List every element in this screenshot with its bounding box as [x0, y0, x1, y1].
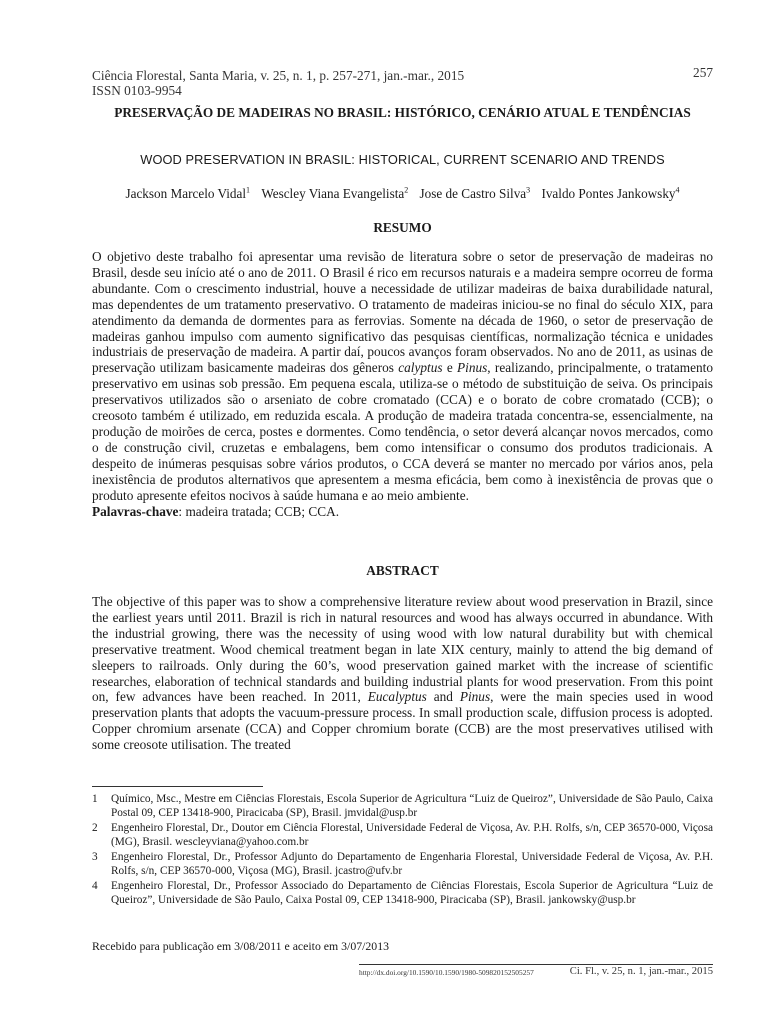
- resumo-text-part: e: [442, 360, 457, 376]
- footer-citation: Ci. Fl., v. 25, n. 1, jan.-mar., 2015: [569, 966, 713, 977]
- received-dates: Recebido para publicação em 3/08/2011 e aceito em 3/07/2013: [92, 939, 390, 953]
- footnote: [92, 879, 713, 907]
- footnotes: [92, 792, 713, 908]
- author-name: Ivaldo Pontes Jankowsky: [541, 186, 676, 202]
- abstract-genus-italic: Pinus: [459, 689, 491, 705]
- footnote: [92, 792, 713, 820]
- resumo-genus-italic: calyptus: [398, 360, 443, 376]
- footnote-text: Engenheiro Florestal, Dr., Professor Adjunto do Departamento de Engenharia Florestal, Universidade Federal de Viçosa, Av. P.H. Rolfs, s/n, CEP 36570-000, Viçosa (MG), Brasil. jcastro@ufv.br: [111, 851, 713, 877]
- running-header-journal: Ciência Florestal, Santa Maria, v. 25, n. 1, p. 257-271, jan.-mar., 2015: [92, 68, 465, 83]
- author-affiliation-mark: 2: [404, 186, 409, 195]
- footnote-text: Engenheiro Florestal, Dr., Doutor em Ciência Florestal, Universidade Federal de Viçosa, Av. P.H. Rolfs, s/n, CEP 36570-000, Viçosa (MG), Brasil. wescleyviana@yahoo.com.br: [111, 822, 713, 848]
- footnote-number: 3: [92, 851, 98, 863]
- author-name: Jose de Castro Silva: [419, 186, 527, 202]
- resumo-heading: RESUMO: [373, 220, 432, 235]
- author: [125, 186, 250, 201]
- author: [420, 186, 531, 201]
- abstract-heading: ABSTRACT: [366, 563, 439, 578]
- footnote-number: 1: [92, 793, 98, 805]
- author: [261, 186, 408, 201]
- author-affiliation-mark: 1: [246, 186, 251, 195]
- abstract-genus-italic: Eucalyptus: [367, 689, 427, 705]
- abstract-paragraph: [92, 594, 713, 753]
- footnote: [92, 821, 713, 849]
- issn: ISSN 0103-9954: [92, 83, 182, 98]
- doi-link[interactable]: http://dx.doi.org/10.1590/10.1590/1980-509820152505257: [359, 968, 534, 977]
- resumo-genus-italic: Pinus: [457, 360, 488, 376]
- author-name: Wescley Viana Evangelista: [261, 186, 405, 202]
- author: [541, 186, 679, 201]
- footnote-divider: [92, 786, 263, 787]
- footnote-text: Engenheiro Florestal, Dr., Professor Associado do Departamento de Ciências Florestais, Escola Superior de Agricultura “Luiz de Queiroz”, Universidade de São Paulo, Caixa Postal 09, CEP 13418-900, Piracicaba (SP), Brasil. jankowsky@usp.br: [111, 880, 713, 906]
- footnote-number: 2: [92, 822, 98, 834]
- title-english: WOOD PRESERVATION IN BRASIL: HISTORICAL, CURRENT SCENARIO AND TRENDS: [140, 152, 665, 167]
- resumo-text-part: O objetivo deste trabalho foi apresentar uma revisão de literatura sobre o setor de preservação de madeiras no Brasil, desde seu início até o ano de 2011. O Brasil é rico em recursos naturais e a madeira sempre ocorreu de forma abundante. Com o crescimento industrial, houve a necessidade de utilizar madeiras de baixa durabilidade natural, mas dependentes de um tratamento preservativo. O tratamento de madeiras iniciou-se no final do século XIX, para atendimento da demanda de dormentes para as ferrovias. Somente na década de 1960, o setor de preservação de madeiras ganhou impulso com aumento significativo das pesquisas científicas, normalização técnica e unidades industriais de preservação de madeira. A partir daí, poucos avanços foram observados. No ano de 2011, as usinas de preservação utilizam basicamente madeiras dos gêneros: [92, 249, 713, 376]
- keywords-text: : madeira tratada; CCB; CCA.: [178, 503, 340, 519]
- footnote-number: 4: [92, 880, 98, 892]
- keywords-label: Palavras-chave: [92, 503, 179, 519]
- title-portuguese: PRESERVAÇÃO DE MADEIRAS NO BRASIL: HISTÓRICO, CENÁRIO ATUAL E TENDÊNCIAS: [114, 105, 691, 120]
- author-name: Jackson Marcelo Vidal: [125, 186, 247, 202]
- footnote-text: Químico, Msc., Mestre em Ciências Florestais, Escola Superior de Agricultura “Luiz de Queiroz”, Universidade de São Paulo, Caixa Postal 09, CEP 13418-900, Piracicaba (SP), Brasil. jmvidal@usp.br: [111, 793, 713, 819]
- resumo-paragraph: [92, 249, 713, 519]
- footer-divider: [359, 964, 713, 965]
- author-affiliation-mark: 4: [675, 186, 680, 195]
- abstract-text-part: and: [426, 689, 460, 705]
- footnote: [92, 850, 713, 878]
- page-number: 257: [693, 65, 713, 80]
- abstract-text-part: The objective of this paper was to show a comprehensive literature review about wood preservation in Brazil, since the earliest years until 2011. Brazil is rich in natural resources and wood has always occurred in abundance. With the industrial growing, there was the necessity of using wood with low natural durability but with chemical preservative treatment. Wood chemical treatment began in late XIX century, mainly to attend the big demand of sleepers to railroads. Only during the 60’s, wood preservation gained market with the increase of scientific researches, elaboration of technical standards and building industrial plants for wood preservation. From this point on, few advances have been reached. In 2011,: [92, 594, 713, 705]
- resumo-text-part: , realizando, principalmente, o tratamento preservativo em usinas sob pressão. Em pequena escala, utiliza-se o método de substituição de seiva. Os principais preservativos utilizados são o arseniato de cobre cromatado (CCA) e o borato de cobre cromatado (CCB); o creosoto também é utilizado, em reduzida escala. A produção de madeira tratada concentra-se, essencialmente, na produção de moirões de cerca, postes e dormentes. Como tendência, o setor deverá alcançar novos mercados, como o de construção civil, cruzetas e embalagens, bem como intensificar o consumo dos produtos tradicionais. A despeito de inúmeras pesquisas sobre vários produtos, o CCA deverá se manter no mercado por vários anos, pela inexistência de produtos alternativos que apresentem a mesma eficácia, bem como à inexistência de provas que o produto apresente efeitos nocivos à saúde humana e ao meio ambiente.: [92, 360, 713, 503]
- abstract-text-part: , were the main species used in wood preservation plants that adopts the vacuum-pressure process. In small production scale, diffusion process is adopted. Copper chromium arsenate (CCA) and Copper chromium borate (CCB) are the most preservatives utilised with some creosote utilisation. The treated: [92, 689, 713, 753]
- author-affiliation-mark: 3: [526, 186, 531, 195]
- author-list: [92, 186, 713, 202]
